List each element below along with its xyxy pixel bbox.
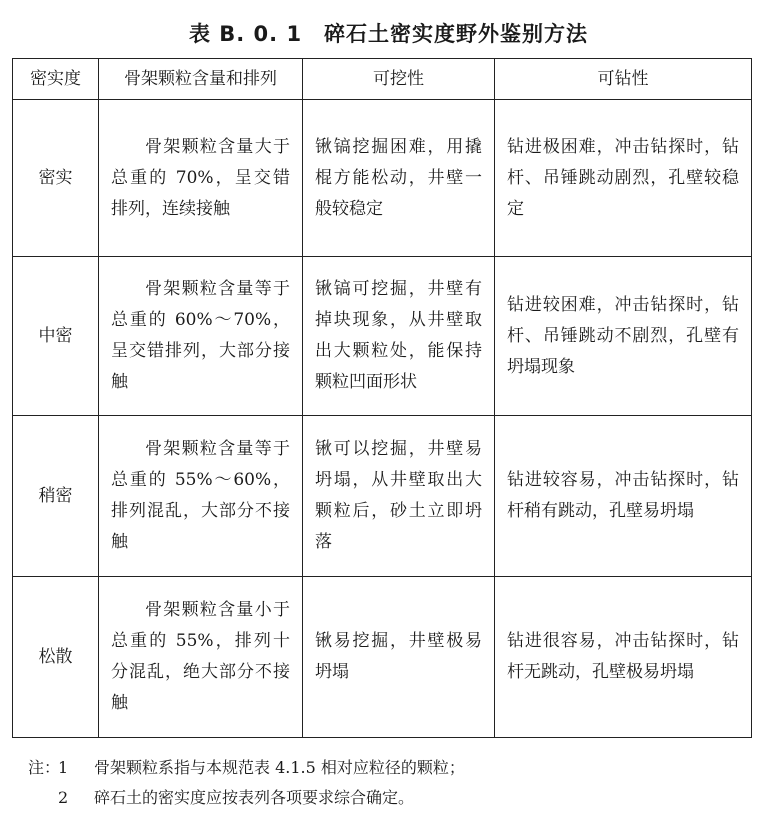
density-level: 中密: [13, 257, 99, 416]
drill-cell: 钻进很容易，冲击钻探时，钻杆无跳动，孔壁极易坍塌: [495, 577, 752, 738]
drill-cell: 钻进较容易，冲击钻探时，钻杆稍有跳动，孔壁易坍塌: [495, 416, 752, 577]
density-level: 稍密: [13, 416, 99, 577]
content-cell: 骨架颗粒含量等于总重的 60%～70%，呈交错排列，大部分接触: [99, 257, 303, 416]
note-number: 2: [58, 788, 69, 807]
header-diggability: 可挖性: [303, 59, 495, 100]
drill-cell: 钻进较困难，冲击钻探时，钻杆、吊锤跳动不剧烈，孔壁有坍塌现象: [495, 257, 752, 416]
dig-cell: 锹镐挖掘困难，用撬棍方能松动，井壁一般较稳定: [303, 100, 495, 257]
density-level: 松散: [13, 577, 99, 738]
notes-label: 注：: [28, 758, 61, 777]
table-notes: [28, 753, 465, 813]
note-line: [28, 783, 465, 813]
table-row: [13, 577, 752, 738]
table-number: 表 B. 0. 1: [188, 22, 303, 46]
dig-cell: 锹镐可挖掘，井壁有掉块现象，从井壁取出大颗粒处，能保持颗粒凹面形状: [303, 257, 495, 416]
density-table: [12, 58, 752, 738]
drill-cell: 钻进极困难，冲击钻探时，钻杆、吊锤跳动剧烈，孔壁较稳定: [495, 100, 752, 257]
note-text: 碎石土的密实度应按表列各项要求综合确定。: [94, 788, 415, 807]
header-row: [13, 59, 752, 100]
table-row: [13, 100, 752, 257]
content-cell: 骨架颗粒含量小于总重的 55%，排列十分混乱，绝大部分不接触: [99, 577, 303, 738]
dig-cell: 锹易挖掘，井壁极易坍塌: [303, 577, 495, 738]
table-title: [0, 18, 777, 48]
note-number: 1: [58, 758, 69, 777]
table-row: [13, 416, 752, 577]
header-drillability: 可钻性: [495, 59, 752, 100]
density-level: 密实: [13, 100, 99, 257]
header-density: 密实度: [13, 59, 99, 100]
content-cell: 骨架颗粒含量大于总重的 70%，呈交错排列，连续接触: [99, 100, 303, 257]
dig-cell: 锹可以挖掘，井壁易坍塌，从井壁取出大颗粒后，砂土立即坍落: [303, 416, 495, 577]
note-text: 骨架颗粒系指与本规范表 4.1.5 相对应粒径的颗粒；: [94, 758, 465, 777]
header-content: 骨架颗粒含量和排列: [99, 59, 303, 100]
note-line: [28, 753, 465, 783]
content-cell: 骨架颗粒含量等于总重的 55%～60%，排列混乱，大部分不接触: [99, 416, 303, 577]
table-row: [13, 257, 752, 416]
table-caption: 碎石土密实度野外鉴别方法: [324, 22, 589, 46]
